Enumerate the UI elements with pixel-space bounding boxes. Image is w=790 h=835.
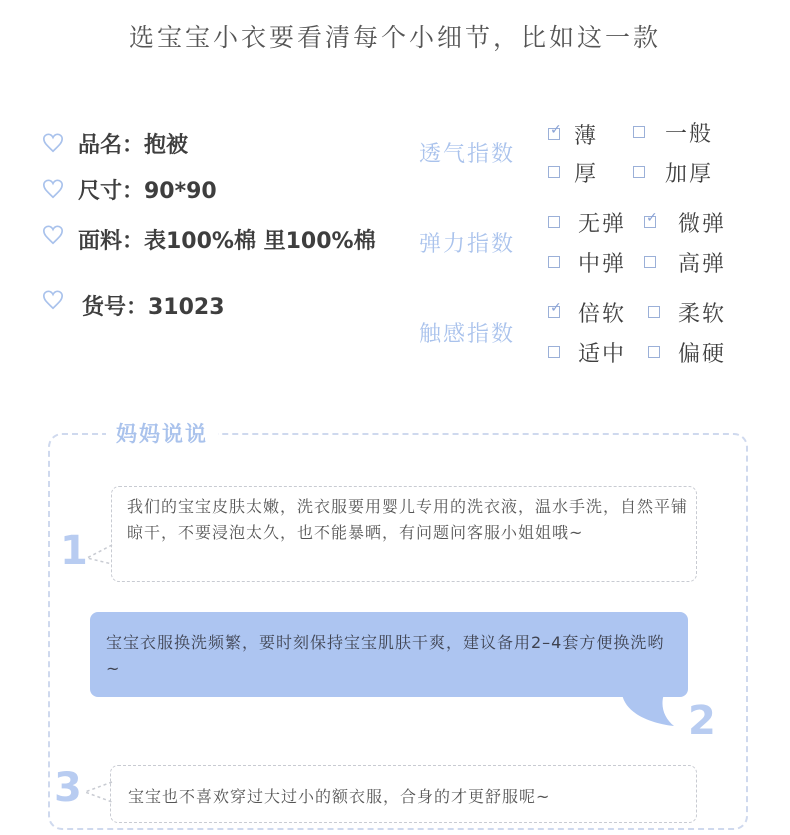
tip-text-1: 我们的宝宝皮肤太嫩，洗衣服要用婴儿专用的洗衣液，温水手洗，自然平铺晾干，不要浸泡太久，也不能暴晒，有问题问客服小姐姐哦~ bbox=[127, 497, 689, 542]
tip-text-3: 宝宝也不喜欢穿过大过小的额衣服，合身的才更舒服呢~ bbox=[128, 787, 551, 806]
checkbox-icon bbox=[548, 346, 560, 358]
product-sku-row bbox=[42, 290, 225, 320]
checkbox-icon bbox=[648, 306, 660, 318]
product-fabric-wrap bbox=[42, 224, 376, 254]
heart-icon bbox=[42, 224, 64, 246]
option-label: 微弹 bbox=[678, 211, 727, 237]
checkbox-icon bbox=[633, 166, 645, 178]
product-name: 品名：抱被 bbox=[78, 132, 189, 158]
checkbox-icon bbox=[648, 346, 660, 358]
option-label: 偏硬 bbox=[678, 341, 727, 367]
product-sku-wrap bbox=[42, 290, 225, 320]
tip-number-3: 3 bbox=[54, 765, 82, 811]
heart-icon bbox=[42, 178, 64, 200]
breath-index-label: 透气指数 bbox=[419, 142, 516, 167]
mom-says-title: 妈妈说说 bbox=[106, 418, 218, 448]
heart-icon bbox=[42, 289, 64, 311]
tip-number-1: 1 bbox=[60, 528, 88, 574]
checked-box-icon: ✓ bbox=[646, 210, 658, 226]
tip-number-2: 2 bbox=[688, 698, 716, 744]
option-moderate bbox=[548, 338, 626, 366]
option-label: 加厚 bbox=[665, 161, 714, 187]
option-label: 适中 bbox=[578, 341, 627, 367]
option-label: 无弹 bbox=[578, 211, 627, 237]
option-label: 倍软 bbox=[578, 301, 627, 327]
option-medium-stretch bbox=[548, 248, 626, 276]
option-label: 柔软 bbox=[678, 301, 727, 327]
product-size: 尺寸：90*90 bbox=[78, 178, 217, 204]
checked-box-icon: ✓ bbox=[550, 300, 562, 316]
option-thin bbox=[548, 120, 598, 148]
product-info bbox=[42, 128, 188, 158]
product-size-row bbox=[42, 174, 217, 204]
checked-box-icon: ✓ bbox=[550, 122, 562, 138]
tip-text-2: 宝宝衣服换洗频繁，要时刻保持宝宝肌肤干爽，建议备用2–4套方便换洗哟~ bbox=[106, 633, 665, 678]
option-no-stretch bbox=[548, 208, 626, 236]
product-fabric: 面料：表100%棉 里100%棉 bbox=[78, 228, 376, 254]
checkbox-icon bbox=[548, 216, 560, 228]
option-soft bbox=[648, 298, 726, 326]
option-label: 薄 bbox=[574, 123, 599, 149]
option-label: 一般 bbox=[665, 121, 714, 147]
product-name-row bbox=[42, 128, 188, 158]
tip-bubble-2 bbox=[90, 612, 688, 697]
option-high-stretch bbox=[644, 248, 726, 276]
heart-icon bbox=[42, 132, 64, 154]
product-size-wrap bbox=[42, 174, 217, 204]
checkbox-icon bbox=[548, 256, 560, 268]
option-extra-soft bbox=[548, 298, 626, 326]
product-fabric-row bbox=[42, 224, 376, 254]
option-extra-thick bbox=[633, 158, 713, 186]
page-title: 选宝宝小衣要看清每个小细节，比如这一款 bbox=[128, 23, 661, 52]
option-stiff bbox=[648, 338, 726, 366]
checkbox-icon bbox=[633, 126, 645, 138]
option-normal bbox=[633, 118, 713, 146]
checkbox-icon bbox=[548, 166, 560, 178]
bubble-tail bbox=[616, 694, 676, 730]
checkbox-icon bbox=[644, 256, 656, 268]
option-label: 中弹 bbox=[578, 251, 627, 277]
option-slight-stretch bbox=[644, 208, 726, 236]
tip-bubble-1 bbox=[111, 486, 697, 582]
touch-index-label: 触感指数 bbox=[419, 322, 516, 347]
option-thick bbox=[548, 158, 598, 186]
option-label: 高弹 bbox=[678, 251, 727, 277]
tip-bubble-3 bbox=[110, 765, 697, 823]
option-label: 厚 bbox=[574, 161, 599, 187]
elastic-index-label: 弹力指数 bbox=[419, 232, 516, 257]
product-sku: 货号：31023 bbox=[82, 294, 225, 320]
